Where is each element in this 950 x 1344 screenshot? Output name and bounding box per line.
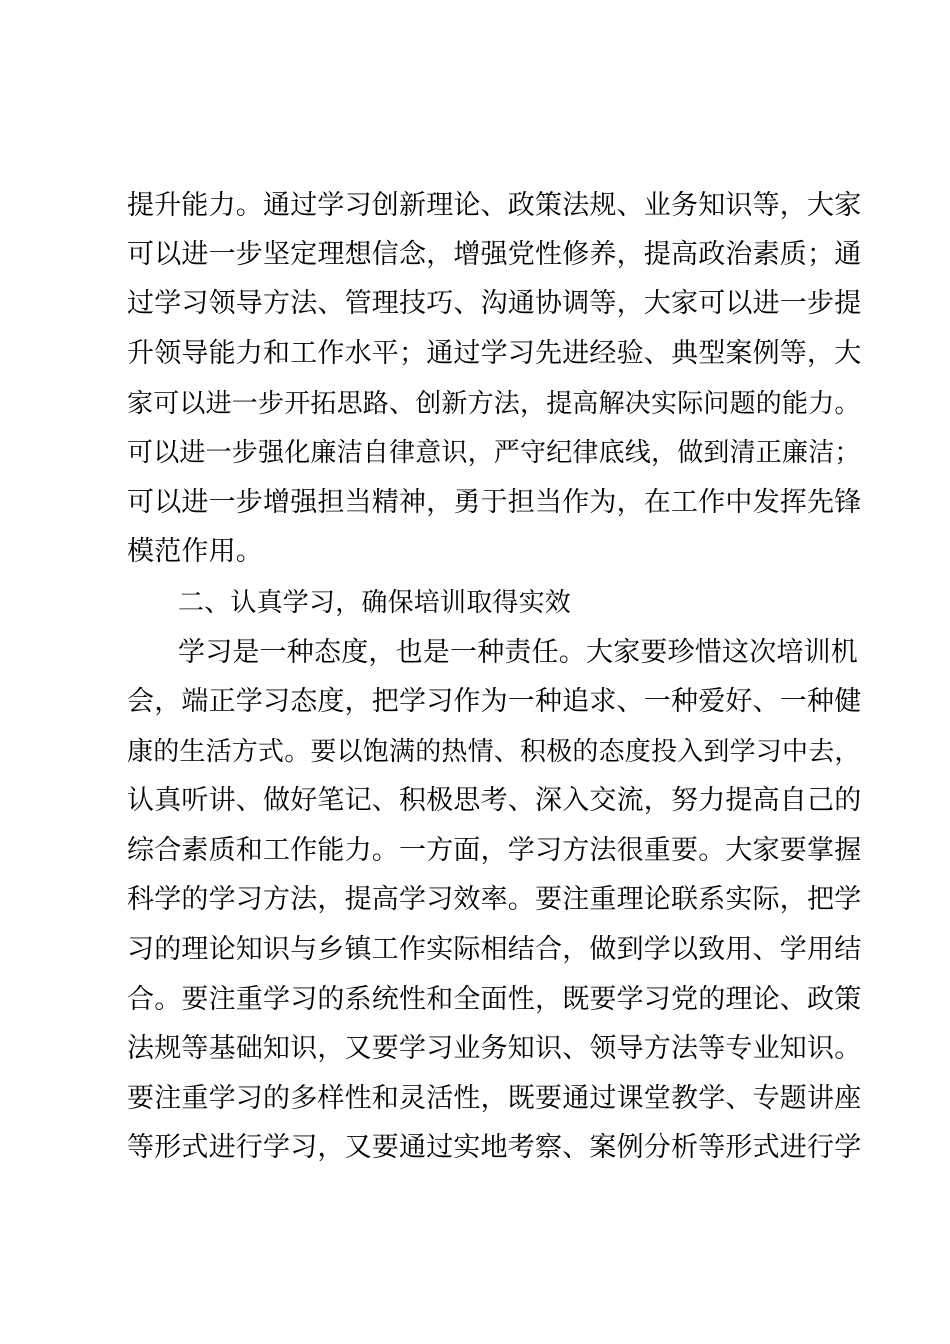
paragraph-line: 可以进一步坚定理想信念，增强党性修养，提高政治素质；通	[127, 239, 862, 270]
paragraph-line: 模范作用。	[127, 536, 263, 567]
paragraph-line: 过学习领导方法、管理技巧、沟通协调等，大家可以进一步提	[127, 288, 862, 319]
paragraph-line: 认真听讲、做好笔记、积极思考、深入交流，努力提高自己的	[127, 785, 862, 816]
paragraph-line: 法规等基础知识，又要学习业务知识、领导方法等专业知识。	[127, 1033, 862, 1064]
paragraph-line: 科学的学习方法，提高学习效率。要注重理论联系实际，把学	[127, 884, 862, 915]
paragraph-line: 习的理论知识与乡镇工作实际相结合，做到学以致用、学用结	[127, 934, 862, 965]
paragraph-line: 综合素质和工作能力。一方面，学习方法很重要。大家要掌握	[127, 835, 862, 866]
paragraph-line: 可以进一步增强担当精神，勇于担当作为，在工作中发挥先锋	[127, 487, 862, 518]
paragraph-line: 可以进一步强化廉洁自律意识，严守纪律底线，做到清正廉洁；	[127, 438, 861, 468]
paragraph-line: 升领导能力和工作水平；通过学习先进经验、典型案例等，大	[127, 338, 862, 369]
paragraph-line: 提升能力。通过学习创新理论、政策法规、业务知识等，大家	[127, 190, 862, 221]
paragraph-line: 等形式进行学习，又要通过实地考察、案例分析等形式进行学	[127, 1132, 862, 1163]
paragraph-line: 要注重学习的多样性和灵活性，既要通过课堂教学、专题讲座	[127, 1083, 862, 1114]
paragraph-line: 会，端正学习态度，把学习作为一种追求、一种爱好、一种健	[127, 686, 862, 717]
section-heading: 二、认真学习，确保培训取得实效	[178, 588, 572, 618]
paragraph-line: 家可以进一步开拓思路、创新方法，提高解决实际问题的能力。	[127, 389, 861, 419]
paragraph-line: 学习是一种态度，也是一种责任。大家要珍惜这次培训机	[178, 637, 858, 668]
paragraph-line: 康的生活方式。要以饱满的热情、积极的态度投入到学习中去，	[127, 737, 861, 767]
paragraph-line: 合。要注重学习的系统性和全面性，既要学习党的理论、政策	[127, 984, 862, 1015]
